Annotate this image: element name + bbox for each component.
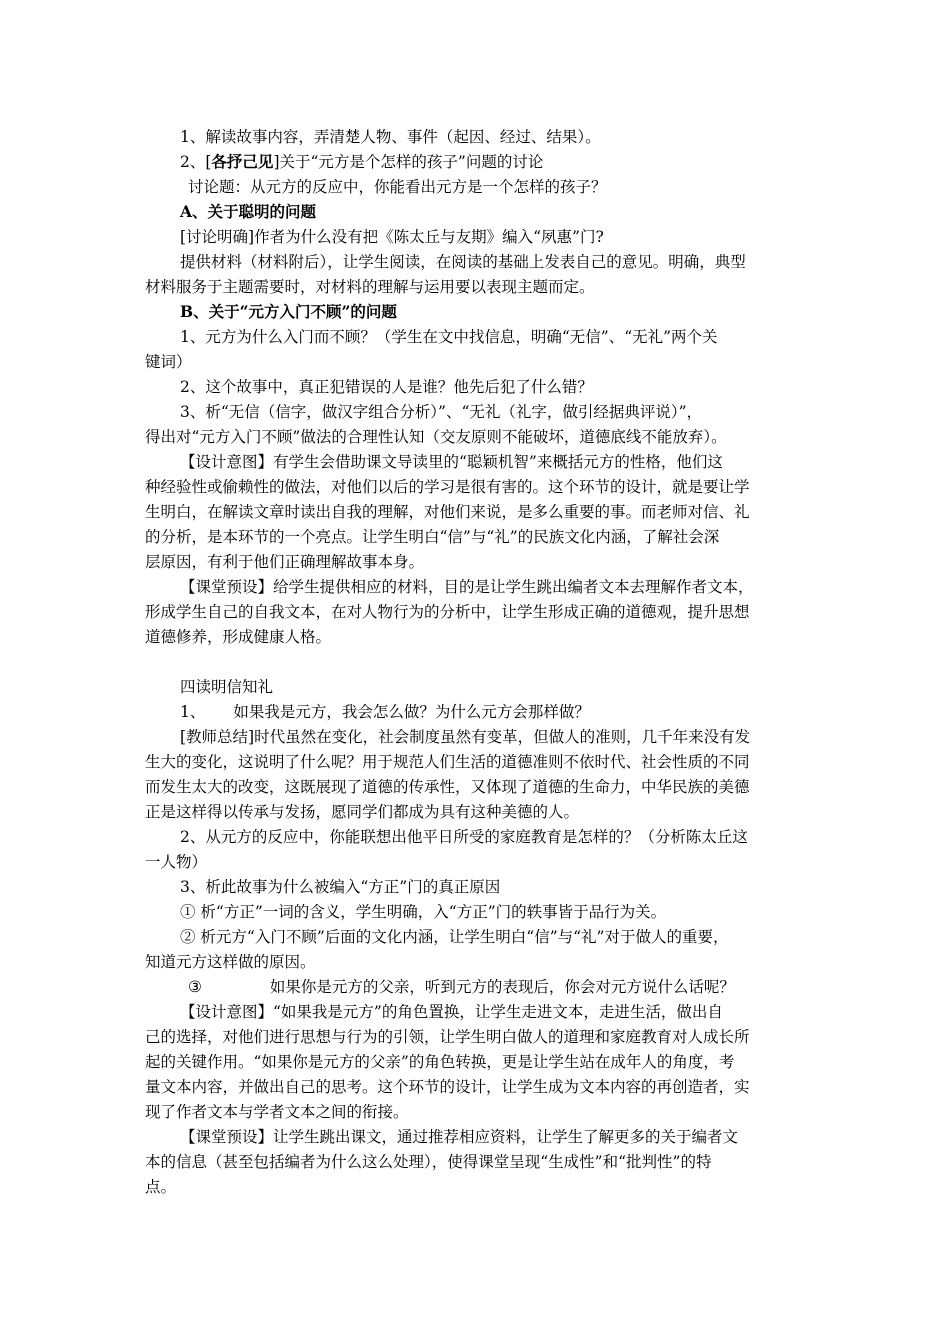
text-line: 键词） bbox=[145, 353, 192, 371]
section-heading-a: A、关于聪明的问题 bbox=[180, 202, 317, 221]
text-line: 现了作者文本与学者文本之间的衔接。 bbox=[145, 1103, 409, 1121]
classroom-preset-paragraph: 【课堂预设】给学生提供相应的材料，目的是让学生跳出编者文本去理解作者文本， bbox=[180, 578, 754, 596]
section-heading-four: 四读明信知礼 bbox=[180, 678, 274, 696]
text-line: 3、析“无信（信字，做汉字组合分析）”、“无礼（礼字，做引经据典评说）”， bbox=[180, 403, 703, 421]
text-line: 种经验性或偷赖性的做法，对他们以后的学习是很有害的。这个环节的设计，就是要让学 bbox=[145, 478, 750, 496]
text-line: 生大的变化，这说明了什么呢？用于规范人们生活的道德准则不依时代、社会性质的不同 bbox=[145, 753, 750, 771]
design-intent-paragraph: 【设计意图】“如果我是元方”的角色置换，让学生走进文本，走进生活，做出自 bbox=[180, 1003, 723, 1021]
text-line: 知道元方这样做的原因。 bbox=[145, 953, 316, 971]
classroom-preset-paragraph: 【课堂预设】让学生跳出课文，通过推荐相应资料，让学生了解更多的关于编者文 bbox=[180, 1128, 739, 1146]
discussion-question: 讨论题：从元方的反应中，你能看出元方是一个怎样的孩子？ bbox=[188, 178, 607, 196]
bold-term: 各抒己见 bbox=[211, 152, 274, 171]
text-line: 层原因，有利于他们正确理解故事本身。 bbox=[145, 553, 425, 571]
text-line: 生明白，在解读文章时读出自我的理解，对他们来说，是多么重要的事。而老师对信、礼 bbox=[145, 503, 750, 521]
text-line: 起的关键作用。“如果你是元方的父亲”的角色转换，更是让学生站在成年人的角度，考 bbox=[145, 1053, 735, 1071]
text-line: 得出对“元方入门不顾”做法的合理性认知（交友原则不能破坏，道德底线不能放弃）。 bbox=[145, 428, 727, 446]
text-line: 正是这样得以传承与发扬，愿同学们都成为具有这种美德的人。 bbox=[145, 803, 580, 821]
list-number: 1、 bbox=[180, 703, 206, 721]
text-run: 2、[ bbox=[180, 153, 212, 171]
text-line: 材料服务于主题需要时，对材料的理解与运用要以表现主题而定。 bbox=[145, 278, 595, 296]
text-line: 点。 bbox=[145, 1178, 177, 1196]
text-line: 量文本内容，并做出自己的思考。这个环节的设计，让学生成为文本内容的再创造者，实 bbox=[145, 1078, 750, 1096]
text-line: 1、解读故事内容，弄清楚人物、事件（起因、经过、结果）。 bbox=[180, 128, 601, 146]
text-line: 本的信息（甚至包括编者为什么这么处理），使得课堂呈现“生成性”和“批判性”的特 bbox=[145, 1153, 712, 1171]
section-heading-b: B、关于“元方入门不顾”的问题 bbox=[180, 302, 397, 321]
design-intent-paragraph: 【设计意图】有学生会借助课文导读里的“聪颖机智”来概括元方的性格，他们这 bbox=[180, 453, 723, 471]
text-run: 如果我是元方，我会怎么做？为什么元方会那样做？ bbox=[233, 703, 590, 721]
text-line: 一人物） bbox=[145, 853, 208, 871]
text-line: 道德修养，形成健康人格。 bbox=[145, 628, 332, 646]
text-line: 2、从元方的反应中，你能联想出他平日所受的家庭教育是怎样的？（分析陈太丘这 bbox=[180, 828, 748, 846]
text-line: 提供材料（材料附后），让学生阅读，在阅读的基础上发表自己的意见。明确，典型 bbox=[180, 253, 746, 271]
text-line: ② 析元方“入门不顾”后面的文化内涵，让学生明白“信”与“礼”对于做人的重要， bbox=[180, 928, 729, 946]
text-line bbox=[180, 702, 590, 722]
text-run: ]关于“元方是个怎样的孩子”问题的讨论 bbox=[273, 153, 544, 171]
text-line: 的分析，是本环节的一个亮点。让学生明白“信”与“礼”的民族文化内涵，了解社会深 bbox=[145, 528, 720, 546]
teacher-summary-paragraph: [教师总结]时代虽然在变化，社会制度虽然有变革，但做人的准则，几千年来没有发 bbox=[180, 728, 751, 746]
text-line: [讨论明确]作者为什么没有把《陈太丘与友期》编入“夙惠”门? bbox=[180, 228, 604, 246]
text-line: 2、这个故事中，真正犯错误的人是谁？他先后犯了什么错？ bbox=[180, 378, 593, 396]
list-number: ③ bbox=[188, 978, 202, 996]
text-line: 3、析此故事为什么被编入“方正”门的真正原因 bbox=[180, 878, 501, 896]
text-line: ① 析“方正”一词的含义，学生明确，入“方正”门的轶事皆于品行为关。 bbox=[180, 903, 667, 921]
text-line: 而发生太大的改变，这既展现了道德的传承性，又体现了道德的生命力，中华民族的美德 bbox=[145, 778, 750, 796]
text-line bbox=[180, 152, 543, 172]
text-line: 形成学生自己的自我文本，在对人物行为的分析中，让学生形成正确的道德观，提升思想 bbox=[145, 603, 750, 621]
text-line: 己的选择，对他们进行思想与行为的引领，让学生明白做人的道理和家庭教育对人成长所 bbox=[145, 1028, 750, 1046]
text-run: 如果你是元方的父亲，听到元方的表现后，你会对元方说什么话呢？ bbox=[269, 978, 735, 996]
text-line: 1、元方为什么入门而不顾？（学生在文中找信息，明确“无信”、“无礼”两个关 bbox=[180, 328, 718, 346]
text-line bbox=[188, 977, 735, 997]
